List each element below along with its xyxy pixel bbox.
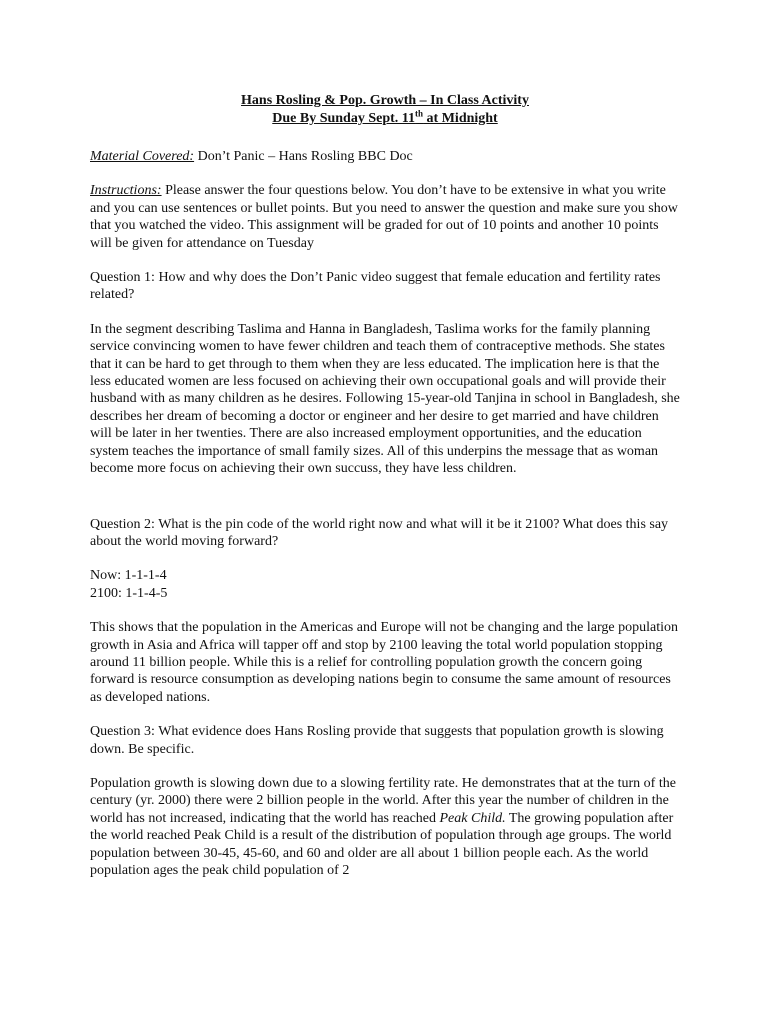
question-3: Question 3: What evidence does Hans Rosling provide that suggests that population growth is slowing down. Be specific.	[90, 724, 664, 757]
document-title: Hans Rosling & Pop. Growth – In Class Activity	[241, 93, 529, 108]
question-2: Question 2: What is the pin code of the world right now and what will it be it 2100? What does this say about the world moving forward?	[90, 516, 669, 549]
answer-3-part-2: The growing population after the world reached Peak Child is a result of the distribution of population through age groups. The world population between 30-45, 45-60, and 60 and older are all about 1 billion people each. As the world population ages the peak child population of 2	[90, 810, 674, 878]
pin-code-now: Now: 1-1-1-4	[90, 568, 167, 584]
due-date-ordinal: th	[415, 108, 424, 119]
question-1: Question 1: How and why does the Don’t Panic video suggest that female education and fertility rates related?	[90, 270, 661, 303]
material-label: Material Covered:	[90, 149, 195, 164]
document-page	[90, 92, 680, 879]
answer-3-part-1: Population growth is slowing down due to a slowing fertility rate. He demonstrates that at the turn of the century (yr. 2000) there were 2 billion people in the world. After this year the number of children in the world has not increased, indicating that the world has reached	[90, 775, 676, 826]
material-covered	[90, 148, 680, 165]
instructions-text: Please answer the four questions below. You don’t have to be extensive in what you write and you can use sentences or bullet points. But you need to answer the question and make sure you show that you watched the video. This assignment will be graded for out of 10 points and another 10 points will be given for attendance on Tuesday	[90, 183, 678, 251]
pin-code-2100: 2100: 1-1-4-5	[90, 585, 168, 601]
material-value: Don’t Panic – Hans Rosling BBC Doc	[194, 149, 413, 164]
answer-2: This shows that the population in the Americas and Europe will not be changing and the large population growth in Asia and Africa will tapper off and stop by 2100 leaving the total world population stopping around 11 billion people. While this is a relief for controlling population growth the concern going forward is resource consumption as developing nations begin to consume the same amount of resources as developed nations.	[90, 620, 679, 705]
due-date-suffix: at Midnight	[423, 111, 498, 126]
due-date-line	[90, 110, 680, 128]
due-date-prefix: Due By Sunday Sept. 11	[272, 111, 416, 126]
answer-3-peak-child: Peak Child.	[439, 810, 506, 826]
answer-3	[90, 775, 680, 879]
answer-1: In the segment describing Taslima and Hanna in Bangladesh, Taslima works for the family planning service convincing women to have fewer children and teach them of contraceptive methods. She states that it can be hard to get through to them when they are less educated. The implication here is that the less educated women are less focused on achieving their own occupational goals and will provide their husband with as many children as he desires. Following 15-year-old Tanjina in school in Bangladesh, she describes her dream of becoming a doctor or engineer and her desire to get married and have children will be later in her twenties. There are also increased employment opportunities, and the education system teaches the importance of small family sizes. All of this underpins the message that as woman become more focus on achieving their own succuss, they have less children.	[90, 321, 680, 477]
instructions-label: Instructions:	[90, 183, 162, 199]
instructions	[90, 182, 680, 252]
